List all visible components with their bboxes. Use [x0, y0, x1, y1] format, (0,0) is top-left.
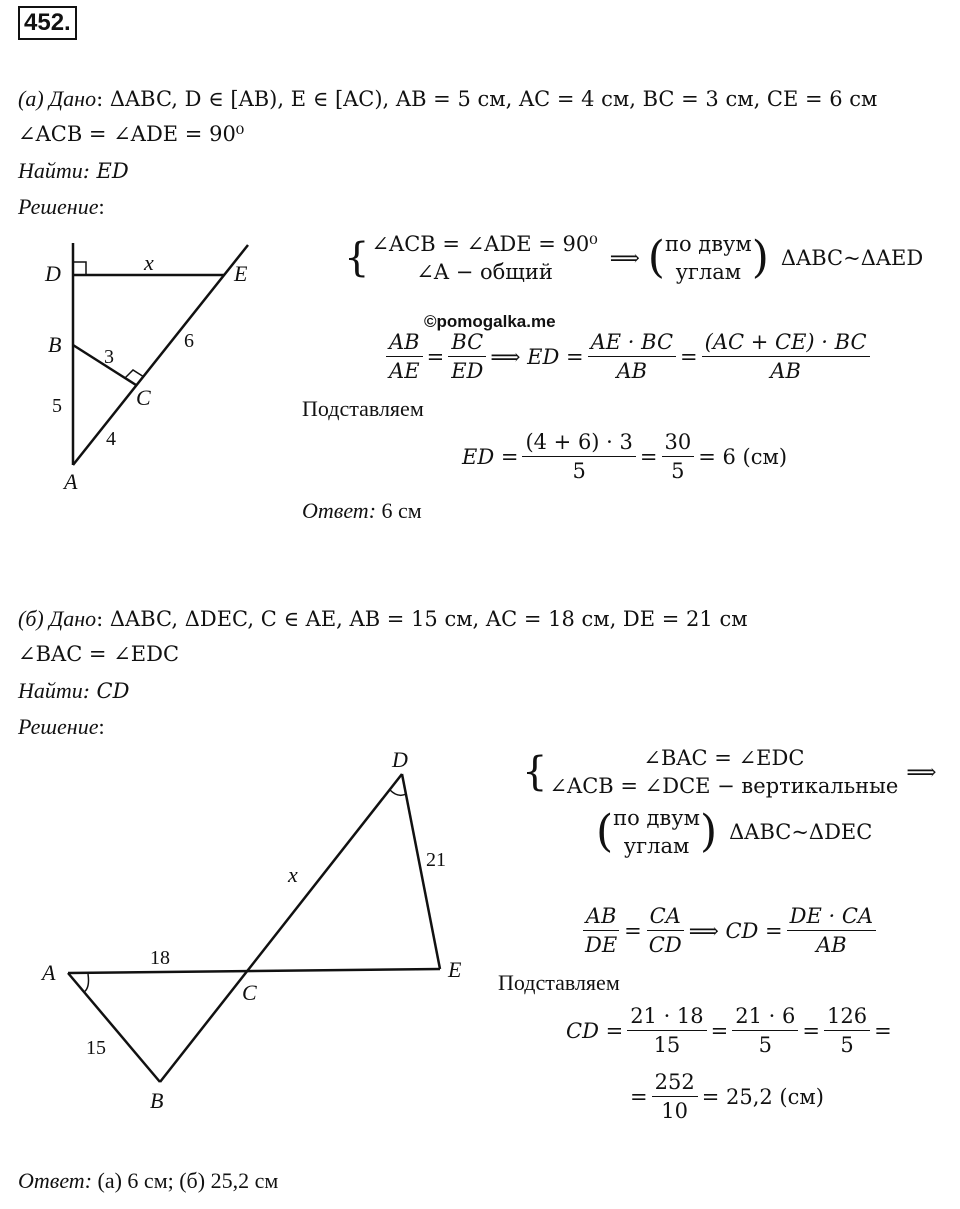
part-b-solution [18, 714, 105, 740]
fig-b-label-b: B [150, 1088, 164, 1113]
part-b-calc1 [566, 1004, 892, 1057]
fig-a-len-ab: 5 [52, 395, 62, 417]
frac-den: ED [451, 359, 484, 383]
part-b-system-line2: ∠ACB = ∠DCE − вертикальные [549, 774, 899, 798]
part-a-solution-colon: : [98, 194, 105, 219]
part-a-substitute: Подставляем [302, 396, 424, 421]
fig-b-label-c: C [242, 980, 257, 1005]
part-a-reason-line2: углам [675, 260, 742, 284]
line-ae [73, 245, 248, 465]
final-answer-label: Ответ: [18, 1168, 93, 1193]
part-b-given [18, 606, 748, 632]
frac-num: AB [583, 904, 620, 931]
part-b-system [522, 744, 936, 800]
frac-num: DE · CA [787, 904, 876, 931]
frac [787, 904, 876, 957]
part-a-similarity: ΔABC~ΔAED [780, 246, 924, 270]
part-a-solution-label: Решение [18, 194, 99, 219]
fig-a-label-c: C [136, 385, 151, 410]
part-b-given-text: : ΔABC, ΔDEC, C ∈ AE, AB = 15 см, AC = 18 см, DE = 21 см [96, 607, 748, 631]
frac [652, 1070, 698, 1123]
part-b-brace: { [522, 749, 548, 795]
calc-result: = 25,2 (см) [701, 1084, 824, 1109]
part-a-reason-line1: по двум [664, 232, 752, 256]
fig-b-len-ab: 15 [86, 1037, 106, 1059]
eq: = [624, 918, 642, 943]
watermark: ©pomogalka.me [424, 312, 556, 331]
fig-a-len-bc: 3 [104, 346, 114, 368]
frac-den: CD [648, 933, 682, 957]
part-a-angle-line: ∠ACB = ∠ADE = 90⁰ [18, 122, 245, 146]
part-a-solution [18, 194, 105, 220]
frac-den: 5 [671, 459, 685, 483]
fig-b-len-ac: 18 [150, 947, 170, 969]
part-b-paren-close: ) [699, 806, 718, 857]
part-a-reason [665, 230, 752, 286]
eq: = [426, 344, 445, 369]
frac-den: DE [585, 933, 618, 957]
part-b-substitute: Подставляем [498, 970, 620, 995]
part-b-system-line1: ∠BAC = ∠EDC [643, 746, 805, 770]
part-a-implies: ⟹ [609, 246, 640, 270]
frac-num: 21 · 6 [732, 1004, 798, 1031]
fig-a-label-e: E [234, 261, 248, 286]
line-ab [68, 973, 160, 1082]
part-a-answer-label: Ответ: [302, 498, 377, 523]
implies-text: ⟹ CD = [688, 918, 783, 943]
frac-den: AB [770, 359, 801, 383]
eq: = [802, 1018, 820, 1043]
fig-b-label-x: x [288, 862, 298, 887]
right-angle-c [125, 370, 144, 378]
frac [522, 430, 635, 483]
part-a-find-label: Найти [18, 158, 83, 183]
calc-lhs: ED = [462, 444, 519, 469]
calc-lhs: CD = [566, 1018, 624, 1043]
frac-num: CA [647, 904, 684, 931]
implies-text: ⟹ ED = [490, 344, 584, 369]
calc-result: = 6 (см) [698, 444, 788, 469]
angle-arc-d [390, 790, 406, 795]
part-b-find-text: : CD [82, 679, 130, 703]
frac [448, 330, 486, 383]
frac-num: 30 [662, 430, 695, 457]
part-b-reason [613, 804, 700, 860]
part-b-solution-colon: : [98, 714, 105, 739]
part-b-given-label: (б) Дано [18, 606, 97, 631]
part-a-ratio [382, 330, 874, 383]
frac-den: 5 [840, 1033, 854, 1057]
part-a-answer [302, 498, 422, 524]
part-a-given-label: (а) Дано [18, 86, 97, 111]
part-b-find-label: Найти [18, 678, 83, 703]
frac [588, 330, 676, 383]
line-bd [160, 774, 402, 1082]
frac [627, 1004, 706, 1057]
frac-num: 252 [652, 1070, 698, 1097]
part-a-system [344, 230, 923, 286]
part-b-system-lines [549, 744, 898, 800]
part-a-brace: { [344, 235, 370, 281]
final-answer-value: (а) 6 см; (б) 25,2 см [92, 1168, 279, 1193]
frac-num: BC [448, 330, 486, 357]
eq: = [874, 1018, 892, 1043]
part-b-paren-open: ( [596, 806, 614, 857]
frac [702, 330, 870, 383]
frac-den: AB [616, 359, 648, 383]
frac-num: (AC + CE) · BC [702, 330, 870, 357]
eq: = [639, 444, 658, 469]
part-b-similarity: ΔABC~ΔDEC [729, 820, 873, 844]
problem-number: 452. [18, 6, 77, 40]
part-b-calc2 [630, 1070, 824, 1123]
part-a-system-lines [371, 230, 597, 286]
frac-den: 5 [572, 459, 586, 483]
frac-num: 126 [824, 1004, 870, 1031]
part-a-paren-close: ) [751, 232, 769, 283]
fig-b-len-de: 21 [426, 849, 446, 871]
part-a-system-line1: ∠ACB = ∠ADE = 90⁰ [371, 232, 598, 256]
part-b-figure [30, 740, 490, 1120]
frac [662, 430, 695, 483]
frac-num: AE · BC [588, 330, 676, 357]
frac [582, 904, 620, 957]
right-angle-d [73, 262, 86, 275]
part-b-implies: ⟹ [906, 760, 937, 784]
line-de [402, 774, 440, 969]
fig-a-label-x: x [144, 250, 154, 275]
eq: = [680, 344, 698, 369]
part-b-reason-line1: по двум [613, 806, 700, 830]
eq: = [710, 1018, 729, 1043]
frac [732, 1004, 798, 1057]
part-a-given [18, 86, 877, 112]
part-b-find [18, 678, 129, 704]
frac-den: 15 [653, 1033, 681, 1057]
fig-a-label-d: D [45, 261, 61, 286]
frac [824, 1004, 870, 1057]
frac-num: AB [386, 330, 423, 357]
part-a-find-text: : ED [82, 159, 129, 183]
frac-den: AB [816, 933, 847, 957]
fig-a-len-ce: 6 [184, 330, 194, 352]
part-a-find [18, 158, 129, 184]
frac-den: AE [389, 359, 420, 383]
part-b-solution-label: Решение [18, 714, 99, 739]
frac-num: 21 · 18 [627, 1004, 706, 1031]
part-a-system-line2: ∠A − общий [416, 260, 553, 284]
calc-lhs: = [630, 1084, 648, 1109]
fig-a-len-ac: 4 [106, 428, 116, 450]
line-ae [68, 969, 440, 973]
part-b-reason-line2: углам [623, 834, 690, 858]
fig-a-label-b: B [48, 332, 62, 357]
fig-b-label-a: A [42, 960, 56, 985]
angle-arc-a [84, 974, 89, 992]
fig-b-label-e: E [448, 957, 462, 982]
part-b-angle-line: ∠BAC = ∠EDC [18, 642, 180, 666]
part-b-ratio [578, 904, 880, 957]
frac [386, 330, 423, 383]
part-a-answer-value: 6 см [376, 498, 422, 523]
part-a-figure [40, 235, 270, 495]
fig-a-label-a: A [64, 469, 78, 494]
frac-den: 5 [758, 1033, 773, 1057]
frac-den: 10 [661, 1099, 689, 1123]
final-answer [18, 1168, 278, 1194]
part-a-given-text: : ΔABC, D ∈ [AB), E ∈ [AC), AB = 5 см, AC = 4 см, BC = 3 см, CE = 6 см [96, 87, 878, 111]
frac-num: (4 + 6) · 3 [522, 430, 635, 457]
part-a-calc [462, 430, 787, 483]
part-b-reason-row [596, 804, 872, 860]
fig-b-label-d: D [392, 747, 408, 772]
frac [646, 904, 685, 957]
part-a-paren-open: ( [647, 232, 665, 283]
